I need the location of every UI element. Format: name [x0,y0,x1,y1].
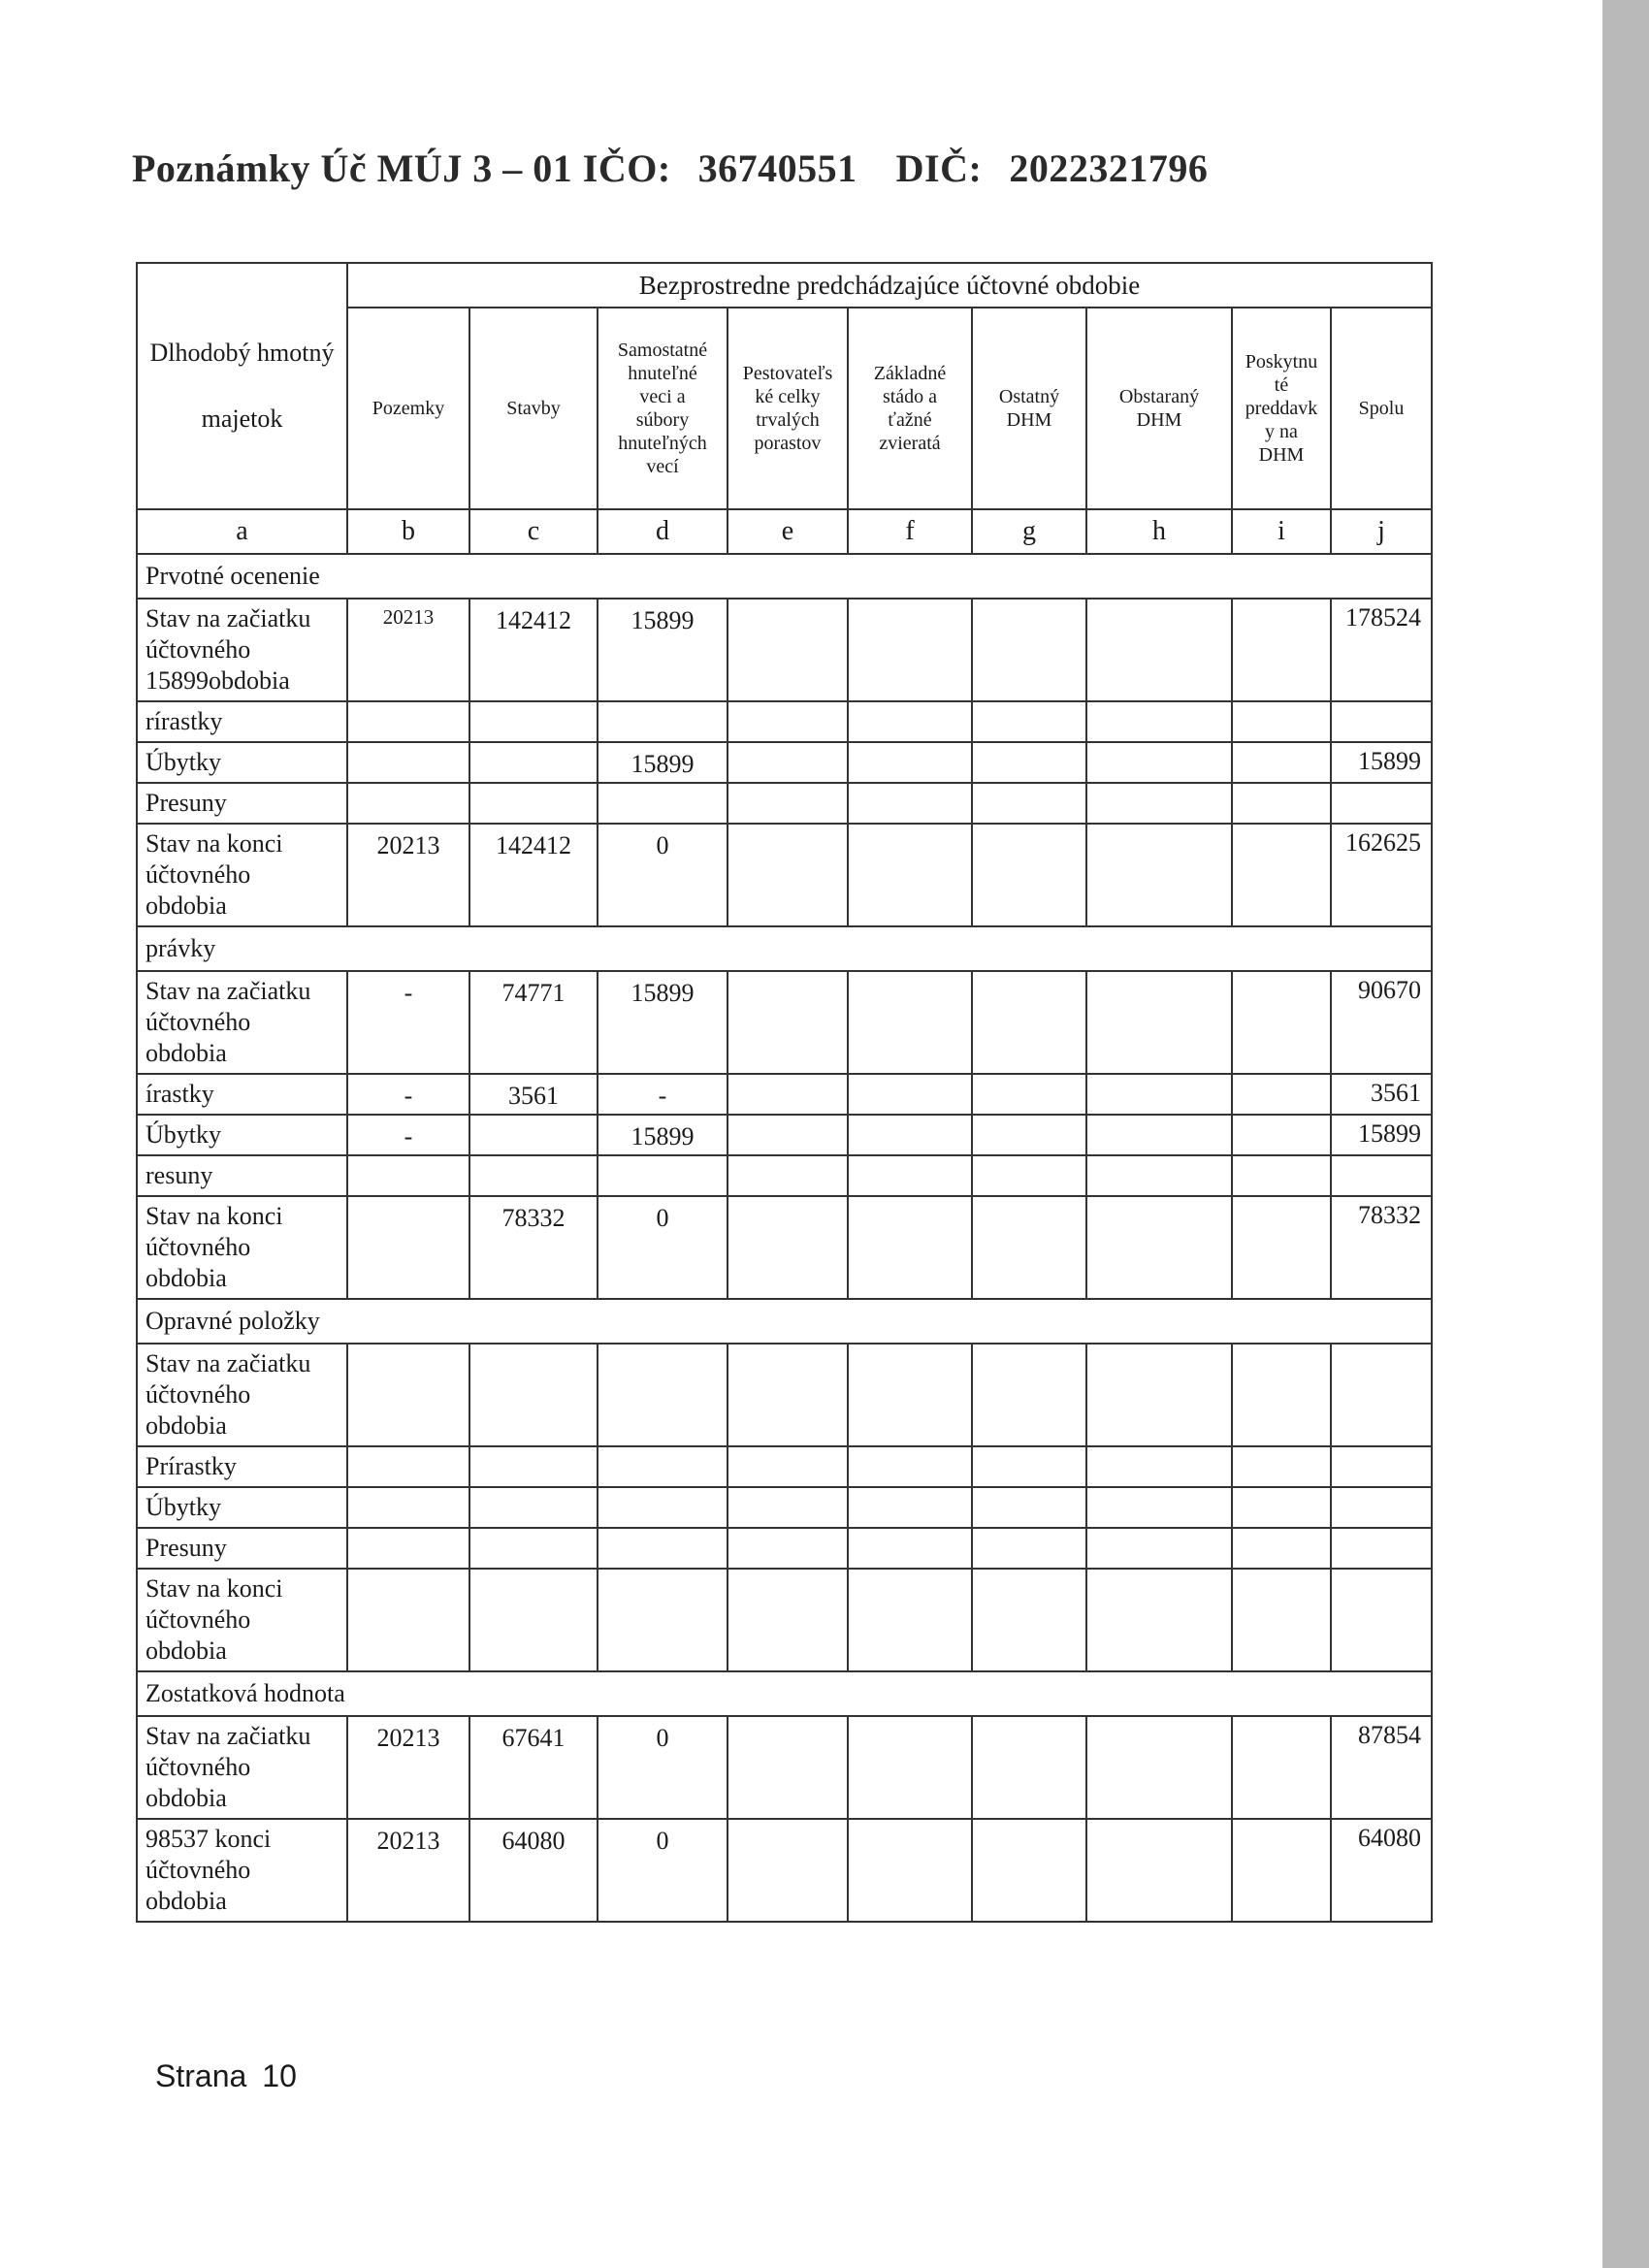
row-label-line: Stav na začiatku [146,1722,311,1750]
cell-empty [972,1569,1086,1671]
column-letter: j [1331,509,1432,554]
table-row [137,701,1432,742]
cell-hnutelne-veci: 0 [598,1819,728,1922]
column-header-line: veci a [639,386,686,407]
table-row [137,599,1432,701]
cell-empty [1232,783,1331,824]
cell-pozemky [347,1446,469,1487]
column-header-line: Pozemky [372,398,445,419]
row-label-line: Stav na konci [146,1574,283,1603]
column-header-line: Obstaraný [1118,386,1200,407]
row-label [137,1446,347,1487]
cell-stavby [469,1528,598,1569]
cell-empty [1086,1196,1232,1299]
cell-stavby: 142412 [469,824,598,926]
row-label-line: Prírastky [146,1452,237,1480]
header-asset-type [137,263,347,509]
row-label-line: Stav na konci [146,1202,283,1230]
column-letter: h [1086,509,1232,554]
table-row [137,1344,1432,1446]
table-row [137,1196,1432,1299]
row-label-line: írastky [146,1080,214,1108]
row-label [137,1716,347,1819]
cell-hnutelne-veci [598,1446,728,1487]
cell-empty [848,1196,972,1299]
column-header-line: súbory [635,409,690,431]
row-label-line: rírastky [146,707,223,735]
column-header [598,308,728,509]
table-row [137,971,1432,1074]
cell-spolu [1331,1446,1432,1487]
cell-pozemky: - [347,971,469,1074]
column-header-line: y na [1265,421,1298,442]
row-label-line: Úbytky [146,1120,221,1149]
row-label [137,783,347,824]
cell-pozemky: - [347,1115,469,1155]
cell-empty [972,701,1086,742]
cell-empty [848,1074,972,1115]
column-header [848,308,972,509]
column-header-line: Samostatné [617,340,708,361]
page-footer [155,2058,297,2094]
row-label-line: účtovného [146,1856,251,1884]
cell-empty [1086,971,1232,1074]
row-label-line: obdobia [146,1039,227,1067]
row-label [137,971,347,1074]
cell-empty [972,599,1086,701]
cell-hnutelne-veci [598,783,728,824]
cell-empty [728,1446,848,1487]
cell-stavby [469,1115,598,1155]
table-row [137,742,1432,783]
cell-empty [1232,599,1331,701]
table-row [137,1155,1432,1196]
cell-empty [848,1446,972,1487]
cell-pozemky: 20213 [347,824,469,926]
row-label [137,1196,347,1299]
cell-empty [1232,1487,1331,1528]
cell-empty [1232,701,1331,742]
cell-hnutelne-veci [598,1569,728,1671]
column-letter: e [728,509,848,554]
column-header-line: Poskytnu [1245,351,1318,373]
dic-value: 2022321796 [1009,146,1209,190]
column-letter: i [1232,509,1331,554]
row-label [137,1074,347,1115]
cell-spolu [1331,1528,1432,1569]
cell-spolu [1331,1155,1432,1196]
column-header-line: ké celky [755,386,821,407]
column-letter: g [972,509,1086,554]
table-row [137,1074,1432,1115]
table-row [137,1487,1432,1528]
cell-empty [972,971,1086,1074]
cell-pozemky [347,1569,469,1671]
cell-spolu [1331,783,1432,824]
column-header [347,308,469,509]
row-label-line: obdobia [146,1887,227,1915]
cell-empty [728,1569,848,1671]
cell-stavby [469,1344,598,1446]
row-label-line: obdobia [146,1411,227,1440]
column-header-line: preddavk [1245,398,1318,419]
column-header-line: trvalých [756,409,820,431]
cell-empty [1232,971,1331,1074]
cell-pozemky: 20213 [347,1716,469,1819]
cell-empty [848,1155,972,1196]
cell-hnutelne-veci: - [598,1074,728,1115]
row-label [137,1569,347,1671]
cell-spolu [1331,1344,1432,1446]
cell-stavby [469,742,598,783]
column-header-line: DHM [1006,409,1052,431]
column-header [972,308,1086,509]
cell-empty [972,1115,1086,1155]
row-label [137,1115,347,1155]
cell-pozemky: 20213 [347,599,469,701]
table-row [137,1528,1432,1569]
cell-empty [972,742,1086,783]
cell-empty [1086,1344,1232,1446]
column-header-line: DHM [1136,409,1182,431]
column-header-line: hnuteľné [628,363,697,384]
section-row [137,554,1432,599]
cell-empty [848,1487,972,1528]
row-label [137,1819,347,1922]
cell-empty [848,1115,972,1155]
section-title: Opravné položky [137,1299,1432,1344]
title-prefix: Poznámky Úč MÚJ 3 – 01 IČO: [132,146,671,190]
column-header-line: hnuteľných [618,433,707,454]
cell-stavby: 142412 [469,599,598,701]
cell-pozemky [347,701,469,742]
cell-empty [1086,824,1232,926]
row-label-line: obdobia [146,891,227,920]
column-header-line: Spolu [1358,398,1405,419]
cell-spolu: 87854 [1331,1716,1432,1819]
cell-spolu: 15899 [1331,742,1432,783]
cell-hnutelne-veci: 0 [598,1716,728,1819]
table-row [137,1446,1432,1487]
column-letter: c [469,509,598,554]
cell-spolu: 178524 [1331,599,1432,701]
cell-empty [972,1819,1086,1922]
header-asset-line1: Dlhodobý hmotný [149,339,335,367]
table-row [137,1569,1432,1671]
cell-empty [848,824,972,926]
row-label [137,742,347,783]
cell-spolu [1331,701,1432,742]
cell-stavby [469,1155,598,1196]
cell-empty [1086,783,1232,824]
cell-empty [728,1074,848,1115]
cell-empty [728,1716,848,1819]
cell-spolu [1331,1487,1432,1528]
cell-empty [972,1344,1086,1446]
row-label [137,1155,347,1196]
period-header: Bezprostredne predchádzajúce účtovné obdobie [347,263,1432,308]
section-row [137,926,1432,971]
cell-empty [848,971,972,1074]
cell-empty [1232,1155,1331,1196]
column-header-line: zvieratá [879,433,941,454]
row-label-line: Presuny [146,1534,227,1562]
table-row [137,783,1432,824]
cell-empty [848,783,972,824]
cell-stavby [469,1487,598,1528]
page-number: 10 [262,2058,297,2093]
row-label [137,824,347,926]
column-header-line: vecí [646,456,679,477]
cell-spolu: 15899 [1331,1115,1432,1155]
cell-empty [972,1528,1086,1569]
row-label-line: účtovného [146,1753,251,1781]
cell-empty [728,1819,848,1922]
cell-empty [1086,1115,1232,1155]
row-label-line: Úbytky [146,748,221,776]
table-row [137,824,1432,926]
column-header-line: Ostatný [998,386,1060,407]
cell-spolu: 3561 [1331,1074,1432,1115]
row-label-line: účtovného [146,1380,251,1409]
row-label-line: 98537 konci [146,1825,272,1853]
column-header-line: porastov [754,433,822,454]
cell-empty [1086,1446,1232,1487]
section-title: Prvotné ocenenie [137,554,1432,599]
cell-empty [728,1528,848,1569]
row-label-line: obdobia [146,1636,227,1665]
cell-stavby [469,1569,598,1671]
cell-empty [848,701,972,742]
column-letter: a [137,509,347,554]
cell-empty [848,1716,972,1819]
cell-empty [848,1344,972,1446]
cell-empty [728,1155,848,1196]
row-label-line: 15899obdobia [146,666,290,695]
cell-hnutelne-veci: 0 [598,824,728,926]
column-letter: d [598,509,728,554]
column-header-line: stádo a [882,386,938,407]
footer-label: Strana [155,2058,247,2093]
column-header [1331,308,1432,509]
cell-empty [848,1819,972,1922]
cell-empty [848,1569,972,1671]
column-letter: f [848,509,972,554]
cell-hnutelne-veci [598,1487,728,1528]
cell-hnutelne-veci [598,701,728,742]
cell-pozemky [347,1344,469,1446]
column-header [1232,308,1331,509]
cell-pozemky [347,742,469,783]
cell-spolu: 162625 [1331,824,1432,926]
column-header-line: té [1274,374,1289,396]
cell-pozemky [347,1487,469,1528]
cell-empty [972,1487,1086,1528]
cell-empty [728,824,848,926]
column-header-line: DHM [1258,444,1305,466]
row-label-line: Presuny [146,789,227,817]
section-title: právky [137,926,1432,971]
fixed-assets-table [136,262,1433,1923]
cell-pozemky: 20213 [347,1819,469,1922]
table-row [137,1819,1432,1922]
row-label-line: Stav na konci [146,829,283,858]
cell-pozemky [347,783,469,824]
cell-empty [1086,1074,1232,1115]
column-letter: b [347,509,469,554]
cell-empty [1086,1569,1232,1671]
row-label [137,701,347,742]
cell-hnutelne-veci: 15899 [598,971,728,1074]
ico-value: 36740551 [697,146,857,190]
cell-empty [1232,1446,1331,1487]
cell-empty [1232,1074,1331,1115]
cell-empty [728,783,848,824]
cell-pozemky [347,1196,469,1299]
row-label-line: resuny [146,1161,213,1189]
header-asset-line2: majetok [201,405,283,433]
cell-empty [972,1196,1086,1299]
cell-spolu [1331,1569,1432,1671]
cell-empty [1086,701,1232,742]
cell-empty [972,783,1086,824]
cell-empty [1232,1716,1331,1819]
column-header-line: ťažné [888,409,932,431]
cell-stavby: 78332 [469,1196,598,1299]
cell-stavby: 64080 [469,1819,598,1922]
cell-empty [728,971,848,1074]
cell-stavby [469,1446,598,1487]
cell-stavby: 3561 [469,1074,598,1115]
cell-empty [728,742,848,783]
cell-stavby: 67641 [469,1716,598,1819]
row-label [137,1344,347,1446]
cell-stavby: 74771 [469,971,598,1074]
section-row [137,1299,1432,1344]
column-header-line: Pestovateľs [742,363,833,384]
cell-empty [1086,599,1232,701]
cell-spolu: 90670 [1331,971,1432,1074]
cell-empty [848,599,972,701]
cell-empty [1086,1819,1232,1922]
cell-empty [728,1115,848,1155]
cell-spolu: 64080 [1331,1819,1432,1922]
row-label-line: obdobia [146,1264,227,1292]
cell-empty [728,701,848,742]
cell-empty [972,1716,1086,1819]
table-row [137,1115,1432,1155]
row-label-line: účtovného [146,860,251,889]
cell-empty [728,1196,848,1299]
cell-empty [1232,1115,1331,1155]
row-label-line: Stav na začiatku [146,977,311,1005]
cell-hnutelne-veci [598,1344,728,1446]
cell-empty [848,1528,972,1569]
row-label-line: účtovného [146,1605,251,1634]
row-label [137,1528,347,1569]
cell-empty [1232,1344,1331,1446]
row-label-line: Stav na začiatku [146,604,311,632]
row-label [137,599,347,701]
row-label-line: obdobia [146,1784,227,1812]
cell-empty [728,1344,848,1446]
cell-hnutelne-veci: 15899 [598,1115,728,1155]
cell-empty [1086,1487,1232,1528]
cell-empty [1232,1196,1331,1299]
scan-edge-strip [1602,0,1649,2268]
cell-empty [972,1446,1086,1487]
cell-spolu: 78332 [1331,1196,1432,1299]
cell-empty [1232,742,1331,783]
cell-hnutelne-veci: 15899 [598,742,728,783]
cell-empty [1232,1528,1331,1569]
cell-empty [848,742,972,783]
column-header-line: Základné [873,363,947,384]
column-header [469,308,598,509]
cell-empty [1086,742,1232,783]
cell-empty [1086,1155,1232,1196]
row-label-line: Úbytky [146,1493,221,1521]
row-label [137,1487,347,1528]
cell-hnutelne-veci: 0 [598,1196,728,1299]
table-row [137,1716,1432,1819]
row-label-line: účtovného [146,1233,251,1261]
cell-pozemky [347,1155,469,1196]
cell-empty [972,1155,1086,1196]
row-label-line: účtovného [146,635,251,664]
row-label-line: Stav na začiatku [146,1349,311,1377]
page-title [132,146,1208,191]
column-header-line: Stavby [506,398,561,419]
cell-hnutelne-veci: 15899 [598,599,728,701]
cell-empty [972,824,1086,926]
section-title: Zostatková hodnota [137,1671,1432,1716]
section-row [137,1671,1432,1716]
cell-empty [728,1487,848,1528]
cell-empty [728,599,848,701]
cell-pozemky: - [347,1074,469,1115]
column-header [1086,308,1232,509]
dic-label: DIČ: [895,146,983,190]
cell-empty [1232,824,1331,926]
column-header [728,308,848,509]
cell-stavby [469,701,598,742]
row-label-line: účtovného [146,1008,251,1036]
cell-hnutelne-veci [598,1528,728,1569]
cell-hnutelne-veci [598,1155,728,1196]
cell-empty [1086,1528,1232,1569]
cell-empty [1232,1569,1331,1671]
cell-empty [1086,1716,1232,1819]
cell-empty [972,1074,1086,1115]
cell-pozemky [347,1528,469,1569]
cell-stavby [469,783,598,824]
cell-empty [1232,1819,1331,1922]
